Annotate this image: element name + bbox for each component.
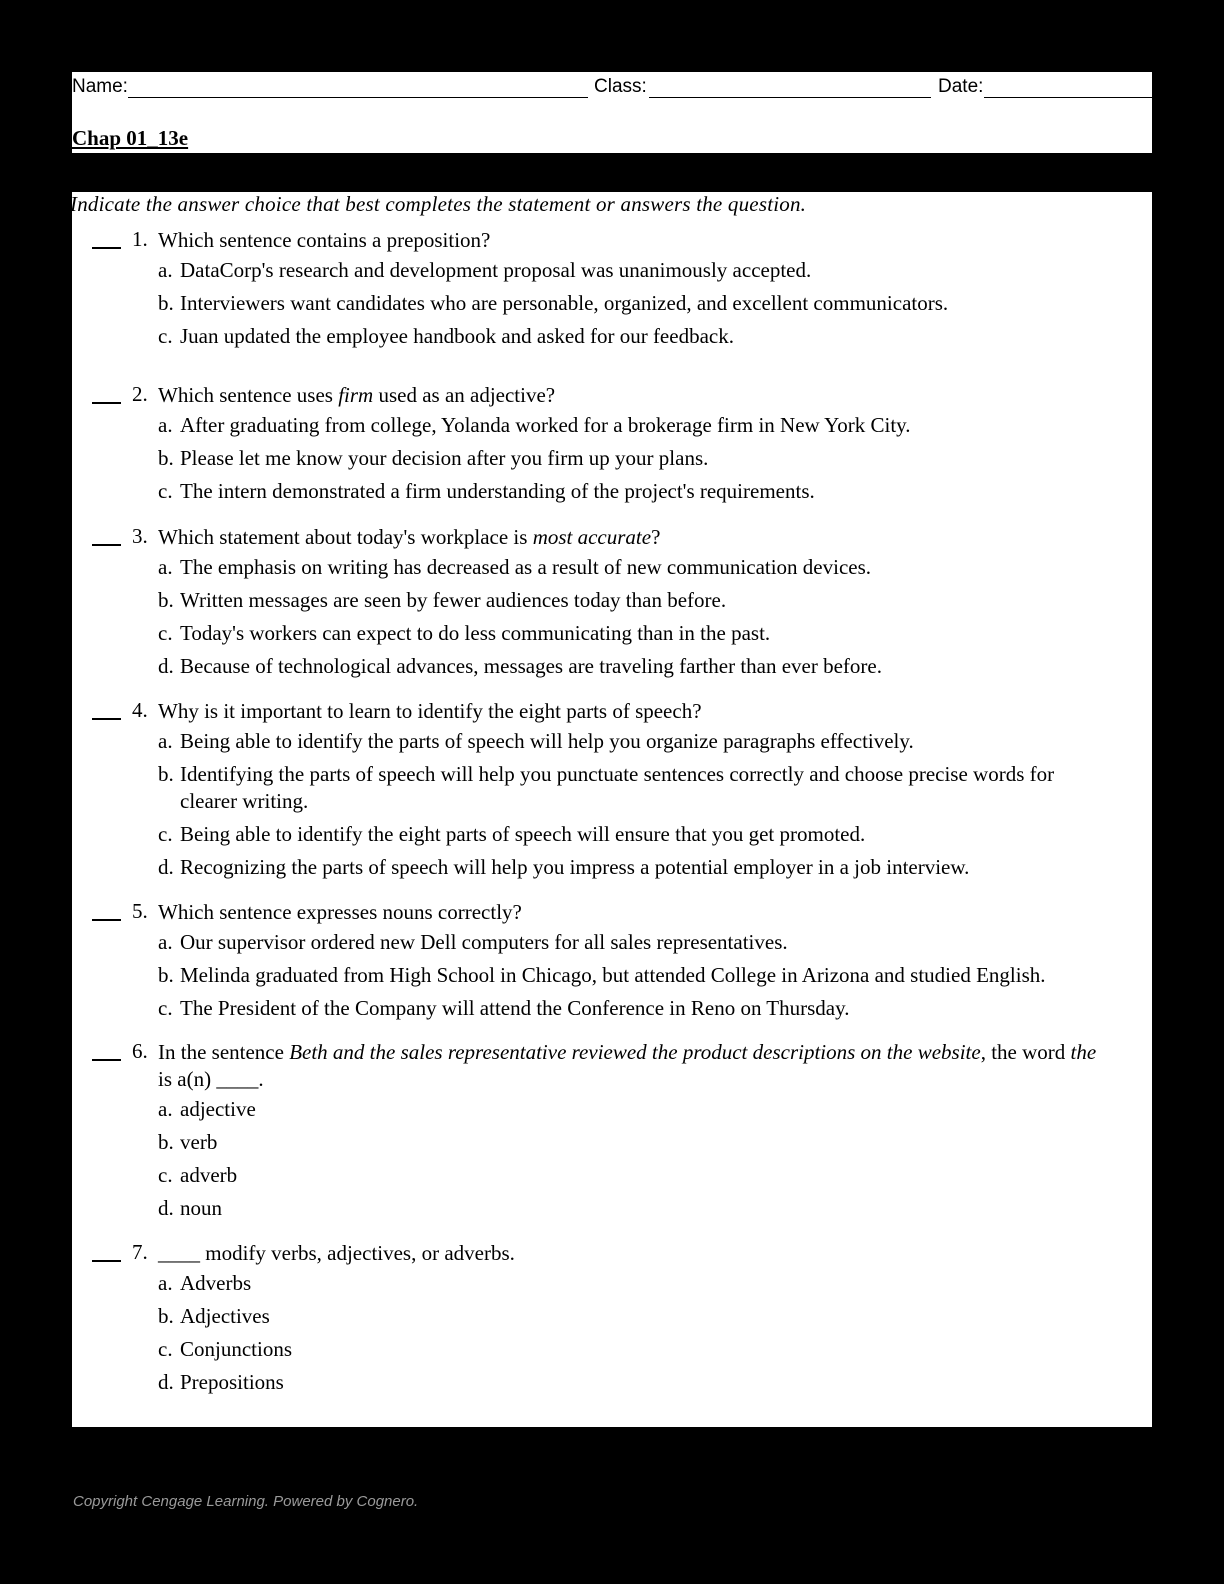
- instructions: Indicate the answer choice that best completes the statement or answers the question.: [70, 192, 807, 216]
- choice-text: Today's workers can expect to do less communicating than in the past.: [180, 621, 771, 645]
- choice-a: [158, 554, 1112, 581]
- date-field-line[interactable]: [984, 97, 1152, 98]
- choice-letter: a.: [158, 413, 173, 437]
- choice-d: [158, 1195, 1112, 1222]
- choice-text: Prepositions: [180, 1370, 284, 1394]
- choice-letter: a.: [158, 258, 173, 282]
- choice-text: Interviewers want candidates who are personable, organized, and excellent communicators.: [180, 291, 949, 315]
- choice-letter: a.: [158, 729, 173, 753]
- question-number: 7.: [132, 1240, 148, 1264]
- answer-blank[interactable]: [92, 247, 121, 249]
- choice-a: [158, 1270, 1112, 1297]
- question-number: 3.: [132, 524, 148, 548]
- question-stem: Which sentence expresses nouns correctly?: [158, 900, 522, 924]
- choice-letter: b.: [158, 1130, 174, 1154]
- choice-text: DataCorp's research and development proposal was unanimously accepted.: [180, 258, 812, 282]
- choice-text: Juan updated the employee handbook and asked for our feedback.: [180, 324, 734, 348]
- choice-letter: a.: [158, 930, 173, 954]
- choice-text: adjective: [180, 1097, 256, 1121]
- choice-text: Recognizing the parts of speech will help you impress a potential employer in a job interview.: [180, 855, 970, 879]
- choice-c: [158, 1162, 1112, 1189]
- choice-letter: c.: [158, 1163, 173, 1187]
- name-field-line[interactable]: [128, 97, 588, 98]
- stem-text: ?: [651, 525, 661, 549]
- choice-text: The emphasis on writing has decreased as a result of new communication devices.: [180, 555, 872, 579]
- answer-blank[interactable]: [92, 1260, 121, 1262]
- choice-text: Please let me know your decision after you firm up your plans.: [180, 446, 709, 470]
- choice-letter: a.: [158, 1097, 173, 1121]
- choice-text: The intern demonstrated a firm understanding of the project's requirements.: [180, 479, 815, 503]
- choice-letter: b.: [158, 963, 174, 987]
- choice-a: [158, 929, 1112, 956]
- choice-text: After graduating from college, Yolanda worked for a brokerage firm in New York City.: [180, 413, 911, 437]
- question-stem: Which sentence contains a preposition?: [158, 228, 491, 252]
- header-box: [72, 72, 1152, 153]
- stem-emphasis: firm: [338, 383, 374, 407]
- stem-text: used as an adjective?: [373, 383, 556, 407]
- choice-text: verb: [180, 1130, 218, 1154]
- choice-text: Written messages are seen by fewer audiences today than before.: [180, 588, 727, 612]
- question-stem: [158, 524, 1112, 551]
- choice-text: Melinda graduated from High School in Chicago, but attended College in Arizona and studied English.: [180, 963, 1046, 987]
- choice-letter: d.: [158, 1370, 174, 1394]
- choice-c: [158, 1336, 1112, 1363]
- question-stem: ____ modify verbs, adjectives, or adverbs.: [158, 1241, 515, 1265]
- answer-blank[interactable]: [92, 718, 121, 720]
- question-box: [72, 192, 1152, 1427]
- choice-letter: a.: [158, 1271, 173, 1295]
- question-number: 1.: [132, 227, 148, 251]
- choice-letter: a.: [158, 555, 173, 579]
- choice-letter: c.: [158, 621, 173, 645]
- question-stem: [158, 382, 1112, 409]
- stem-text: Which sentence uses: [158, 383, 339, 407]
- choice-c: [158, 995, 1112, 1022]
- choice-b: [158, 587, 1112, 614]
- stem-emphasis: most accurate: [532, 525, 652, 549]
- answer-blank[interactable]: [92, 1059, 121, 1061]
- student-info-row: [72, 74, 1152, 100]
- choice-letter: b.: [158, 1304, 174, 1328]
- choice-letter: b.: [158, 291, 174, 315]
- copyright-footer: Copyright Cengage Learning. Powered by Cognero.: [73, 1493, 419, 1510]
- stem-text: In the sentence: [158, 1040, 290, 1064]
- choice-d: [158, 854, 1112, 881]
- choice-text: noun: [180, 1196, 222, 1220]
- choice-letter: d.: [158, 654, 174, 678]
- choice-a: [158, 257, 1112, 284]
- choice-b: [158, 962, 1112, 989]
- class-field-line[interactable]: [649, 97, 931, 98]
- choice-letter: d.: [158, 1196, 174, 1220]
- class-label: Class:: [594, 76, 647, 97]
- chapter-title: Chap 01_13e: [72, 126, 189, 150]
- question-number: 2.: [132, 382, 148, 406]
- choice-b: [158, 761, 1112, 813]
- choice-a: [158, 412, 1112, 439]
- choice-letter: c.: [158, 479, 173, 503]
- choice-a: [158, 728, 1112, 755]
- choice-b: [158, 1129, 1112, 1156]
- stem-text: is a(n) ____.: [158, 1067, 264, 1091]
- choice-b: [158, 445, 1112, 472]
- choice-text: adverb: [180, 1163, 238, 1187]
- stem-text: , the word: [980, 1040, 1071, 1064]
- choice-c: [158, 323, 1112, 350]
- choice-text: The President of the Company will attend the Conference in Reno on Thursday.: [180, 996, 850, 1020]
- question-number: 6.: [132, 1039, 148, 1063]
- stem-emphasis: the: [1070, 1040, 1097, 1064]
- stem-text: Which statement about today's workplace is: [158, 525, 533, 549]
- answer-blank[interactable]: [92, 544, 121, 546]
- question-number: 4.: [132, 698, 148, 722]
- choice-letter: c.: [158, 1337, 173, 1361]
- choice-text: Being able to identify the eight parts of speech will ensure that you get promoted.: [180, 822, 866, 846]
- question-stem: Why is it important to learn to identify the eight parts of speech?: [158, 699, 702, 723]
- choice-c: [158, 478, 1112, 505]
- choice-c: [158, 821, 1112, 848]
- choice-text: Being able to identify the parts of speech will help you organize paragraphs effectively.: [180, 729, 914, 753]
- choice-c: [158, 620, 1112, 647]
- choice-letter: c.: [158, 822, 173, 846]
- name-label: Name:: [72, 76, 128, 97]
- choice-letter: b.: [158, 446, 174, 470]
- choice-text: Adjectives: [180, 1304, 270, 1328]
- date-label: Date:: [938, 76, 984, 97]
- choice-letter: c.: [158, 996, 173, 1020]
- choice-letter: d.: [158, 855, 174, 879]
- choice-d: [158, 653, 1112, 680]
- choice-text: Identifying the parts of speech will help you punctuate sentences correctly and choose precise words for clearer writing.: [180, 762, 1055, 813]
- question-stem: [158, 1039, 1112, 1093]
- choice-a: [158, 1096, 1112, 1123]
- choice-b: [158, 290, 1112, 317]
- choice-d: [158, 1369, 1112, 1396]
- choice-letter: b.: [158, 762, 174, 786]
- choice-text: Because of technological advances, messages are traveling farther than ever before.: [180, 654, 882, 678]
- answer-blank[interactable]: [92, 919, 121, 921]
- choice-text: Conjunctions: [180, 1337, 293, 1361]
- choice-b: [158, 1303, 1112, 1330]
- answer-blank[interactable]: [92, 402, 121, 404]
- choice-text: Adverbs: [180, 1271, 252, 1295]
- choice-letter: c.: [158, 324, 173, 348]
- choice-letter: b.: [158, 588, 174, 612]
- stem-emphasis: Beth and the sales representative reviewed the product descriptions on the website: [289, 1040, 981, 1064]
- question-number: 5.: [132, 899, 148, 923]
- choice-text: Our supervisor ordered new Dell computers for all sales representatives.: [180, 930, 788, 954]
